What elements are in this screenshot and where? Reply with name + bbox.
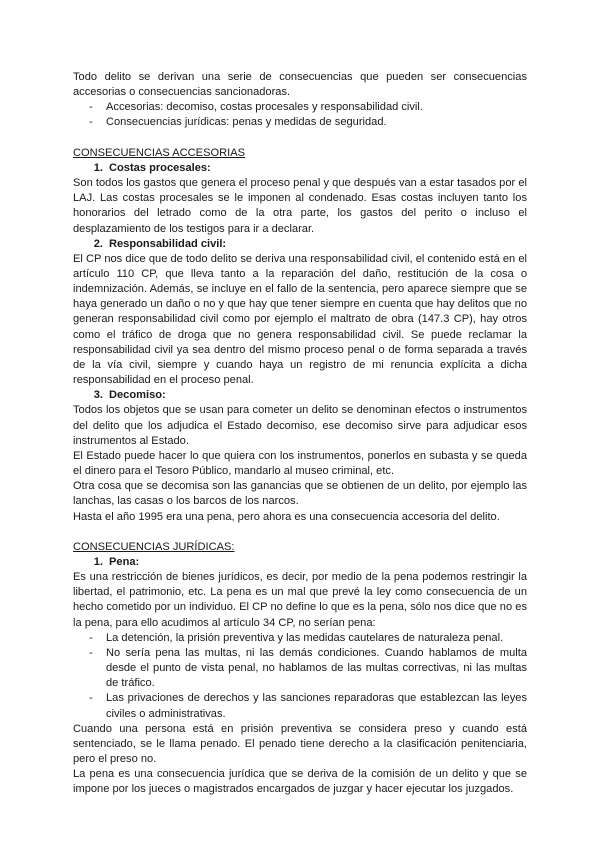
bullet-dash: - [89,646,93,659]
pena-paragraph: Es una restricción de bienes jurídicos, es decir, por medio de la pena podemos restringir la libertad, el patrimonio, etc. La pena es un mal que prevé la ley como consecuencia de un hecho cometido por un individuo. El CP no define lo que es la pena, sólo nos dice que no es la pena, para ello acudimos al artículo 34 CP, no serían pena: [73,571,527,629]
decomiso-paragraph: Todos los objetos que se usan para cometer un delito se denominan efectos o instrumentos del delito que los adjudica el Estado decomiso, ese decomiso sirve para adjudicar esos instrumentos al Estado. [73,404,527,447]
bullet-dash: - [89,631,93,644]
subheading-responsabilidad: 2. Responsabilidad civil: [93,237,227,250]
pena-after-paragraph: Cuando una persona está en prisión preventiva se considera preso y cuando está sentenciado, se le llama penado. El penado tiene derecho a la clasificación penitenciaria, pero el preso no. [73,722,527,765]
pena-list [73,631,527,722]
costas-paragraph: Son todos los gastos que genera el proceso penal y que después van a estar tasados por el LAJ. Las costas procesales se le imponen al condenado. Esas costas incluyen tanto los honorarios del letrado como de la otra parte, los gastos del perito o incluso el desplazamiento de los testigos para ir a declarar. [73,177,527,235]
section-title-juridicas: CONSECUENCIAS JURÍDICAS: [73,540,235,553]
list-item: - Las privaciones de derechos y las sanciones reparadoras que establezcan las leyes civiles o administrativas. [73,691,527,721]
subheading-decomiso: 3. Decomiso: [93,389,166,402]
list-item: - La detención, la prisión preventiva y las medidas cautelares de naturaleza penal. [73,631,527,646]
bullet-dash: - [89,692,93,705]
decomiso-paragraph: Otra cosa que se decomisa son las ganancias que se obtienen de un delito, por ejemplo las lanchas, las casas o los barcos de los narcos. [73,480,527,508]
decomiso-paragraph: El Estado puede hacer lo que quiera con los instrumentos, ponerlos en subasta y se queda el dinero para el Tesoro Público, mandarlo al museo criminal, etc. [73,449,527,478]
decomiso-paragraph: Hasta el año 1995 era una pena, pero ahora es una consecuencia accesoria del delito. [73,510,500,523]
list-item: - Accesorias: decomiso, costas procesales y responsabilidad civil. [73,100,527,115]
pena-after-paragraph: La pena es una consecuencia jurídica que se deriva de la comisión de un delito y que se impone por los jueces o magistrados encargados de juzgar y hacer ejecutar los juzgados. [73,768,527,796]
list-item: - No sería pena las multas, ni las demás condiciones. Cuando hablamos de multa desde el punto de vista penal, no hablamos de las multas correctivas, ni las multas de tráfico. [73,646,527,691]
responsabilidad-paragraph: El CP nos dice que de todo delito se deriva una responsabilidad civil, el contenido está en el artículo 110 CP, que lleva tanto a la reparación del daño, restitución de la cosa o indemnización. Además, se incluye en el fallo de la sentencia, pero aparece siempre que se haya generado un daño o no y que hay que tener siempre en cuenta que hay delitos que no generan responsabilidad civil como por ejemplo el maltrato de obra (147.3 CP), hay otros como el tráfico de droga que no genera responsabilidad civil. Se puede reclamar la responsabilidad civil ya sea dentro del mismo proceso penal o de forma separada a través de la vía civil, siempre y cuando haya un registro de mi renuncia explícita a dicha responsabilidad en el proceso penal. [73,252,527,387]
bullet-dash: - [89,116,93,129]
bullet-dash: - [89,101,93,114]
list-item: - Consecuencias jurídicas: penas y medidas de seguridad. [73,115,527,130]
document-body [73,70,527,797]
section-title-accesorias: CONSECUENCIAS ACCESORIAS [73,146,245,159]
intro-list [73,100,527,130]
subheading-costas: 1. Costas procesales: [93,161,211,174]
subheading-pena: 1. Pena: [93,555,140,568]
intro-paragraph: Todo delito se derivan una serie de consecuencias que pueden ser consecuencias accesorias o consecuencias sancionadoras. [73,71,527,99]
